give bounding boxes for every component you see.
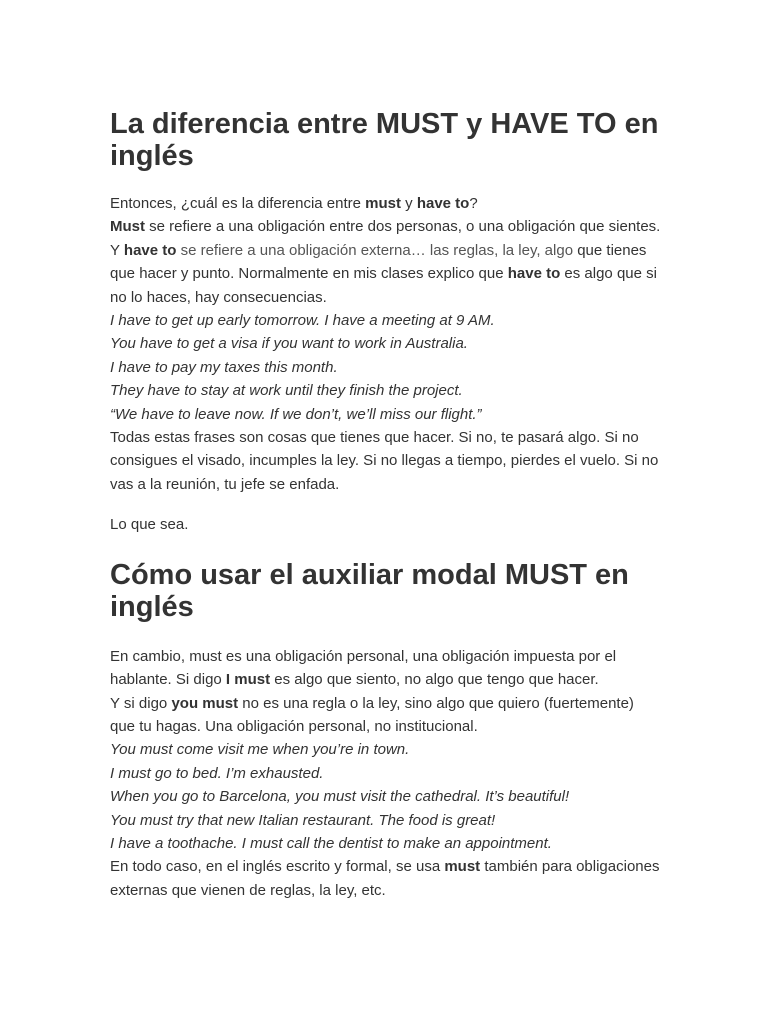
have-to-term: have to xyxy=(123,241,177,259)
example-sentence: “We have to leave now. If we don’t, we’ll miss our flight.” xyxy=(110,405,482,423)
have-to-lead: Y xyxy=(110,241,124,259)
formal-usage-text-end: también para obligaciones externas que vienen de reglas, la ley, etc. xyxy=(110,858,660,899)
example-sentence: You must come visit me when you’re in town. xyxy=(110,741,410,759)
have-to-text: que tienes que hacer y punto. Normalmente en mis clases explico que xyxy=(110,241,647,283)
example-sentence: You have to get a visa if you want to work in Australia. xyxy=(110,335,468,353)
intro-text-and: y xyxy=(400,195,417,212)
closing-line: Lo que sea. xyxy=(110,516,189,534)
you-must-term: you must xyxy=(171,694,239,712)
i-must-term: I must xyxy=(225,671,271,689)
section-heading-modal-must: Cómo usar el auxiliar modal MUST en inglés xyxy=(110,558,629,623)
have-to-definition xyxy=(110,239,662,309)
intro-paragraph xyxy=(110,192,662,215)
example-sentence: I have to get up early tomorrow. I have a meeting at 9 AM. xyxy=(110,312,495,330)
you-must-lead: Y si digo xyxy=(110,694,172,712)
must-personal-text: En cambio, must es una obligación personal, una obligación impuesta por el hablante. Si digo xyxy=(110,647,617,689)
example-sentence: I have to pay my taxes this month. xyxy=(110,358,338,376)
intro-have-to: have to xyxy=(416,195,470,212)
must-personal-text-end: es algo que siento, no algo que tengo que hacer. xyxy=(270,671,599,689)
explanation-paragraph: Todas estas frases son cosas que tienes que hacer. Si no, te pasará algo. Si no consigues el visado, incumples la ley. Si no llegas a tiempo, pierdes el vuelo. Si no vas a la reunión, tu jefe se enfada. xyxy=(110,429,659,493)
example-sentence: When you go to Barcelona, you must visit the cathedral. It’s beautiful! xyxy=(110,788,570,806)
have-to-term-2: have to xyxy=(507,265,561,283)
intro-question-mark: ? xyxy=(469,195,478,212)
paragraph-spacer xyxy=(110,496,662,513)
example-sentence: I have a toothache. I must call the dentist to make an appointment. xyxy=(110,834,552,852)
you-must-text: no es una regla o la ley, sino algo que quiero (fuertemente) que tu hagas. Una obligación personal, no institucional. xyxy=(110,694,634,735)
example-sentence: You must try that new Italian restaurant. The food is great! xyxy=(110,811,496,829)
you-must-paragraph xyxy=(110,692,662,739)
have-to-consequences: es algo que si no lo haces, hay consecuencias. xyxy=(110,265,657,306)
must-personal-paragraph xyxy=(110,645,662,692)
must-definition xyxy=(110,215,662,238)
example-sentence: I must go to bed. I’m exhausted. xyxy=(110,764,324,782)
formal-usage-paragraph xyxy=(110,855,662,902)
section-heading-must-vs-have-to: La diferencia entre MUST y HAVE TO en inglés xyxy=(110,108,659,172)
intro-must: must xyxy=(365,195,401,212)
have-to-examples xyxy=(110,309,662,426)
intro-text: Entonces, ¿cuál es la diferencia entre xyxy=(110,195,366,212)
formal-usage-text: En todo caso, en el inglés escrito y formal, se usa xyxy=(110,858,445,876)
must-term: Must xyxy=(110,218,145,236)
have-to-external: se refiere a una obligación externa… las reglas, la ley, algo xyxy=(176,241,574,259)
must-examples xyxy=(110,738,662,855)
formal-must-term: must xyxy=(444,858,481,876)
document-page xyxy=(110,108,662,902)
must-definition-text: se refiere a una obligación entre dos personas, o una obligación que sientes. xyxy=(145,218,661,236)
example-sentence: They have to stay at work until they finish the project. xyxy=(110,382,463,400)
